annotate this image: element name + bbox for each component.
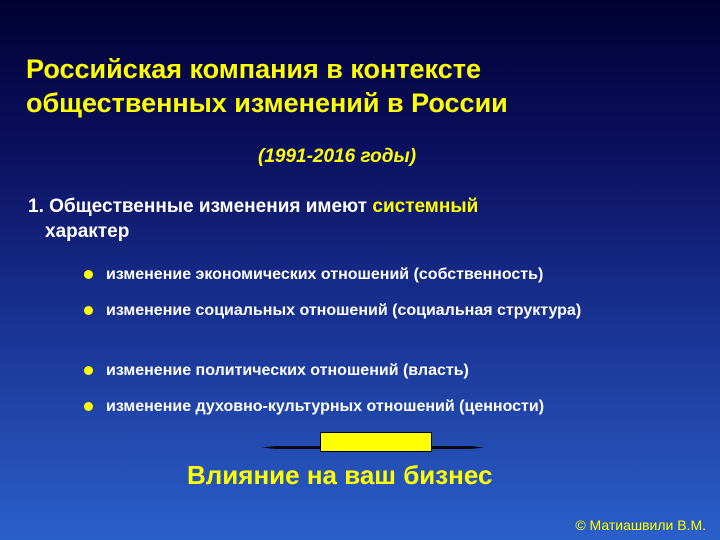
bullet-dot-icon <box>84 270 93 279</box>
bullet-dot-icon <box>84 306 93 315</box>
list-item <box>84 395 694 418</box>
impact-heading: Влияние на ваш бизнес <box>187 460 493 490</box>
divider-box <box>320 432 432 452</box>
main-point <box>28 194 668 244</box>
point-highlight: системный <box>372 196 479 217</box>
bullet-text: изменение социальных отношений (социальная структура) <box>106 302 582 319</box>
bullet-text: изменение экономических отношений (собственность) <box>106 266 544 283</box>
slide-title <box>26 52 686 120</box>
bullet-text: изменение политических отношений (власть) <box>106 362 469 379</box>
list-item <box>84 263 694 286</box>
point-text: Общественные изменения имеют <box>49 196 368 217</box>
point-number: 1. <box>28 196 44 217</box>
title-line-2: общественных изменений в России <box>26 88 508 118</box>
point-continuation: характер <box>45 221 130 242</box>
bullet-dot-icon <box>84 366 93 375</box>
list-item <box>84 299 694 322</box>
divider-graphic <box>262 432 484 454</box>
title-line-1: Российская компания в контексте <box>26 54 481 84</box>
bullet-dot-icon <box>84 402 93 411</box>
bullet-text: изменение духовно-культурных отношений (ценности) <box>106 398 545 415</box>
list-item <box>84 359 694 382</box>
copyright-text: © Матиашвили В.М. <box>575 517 706 533</box>
slide-subtitle: (1991-2016 годы) <box>258 146 417 167</box>
